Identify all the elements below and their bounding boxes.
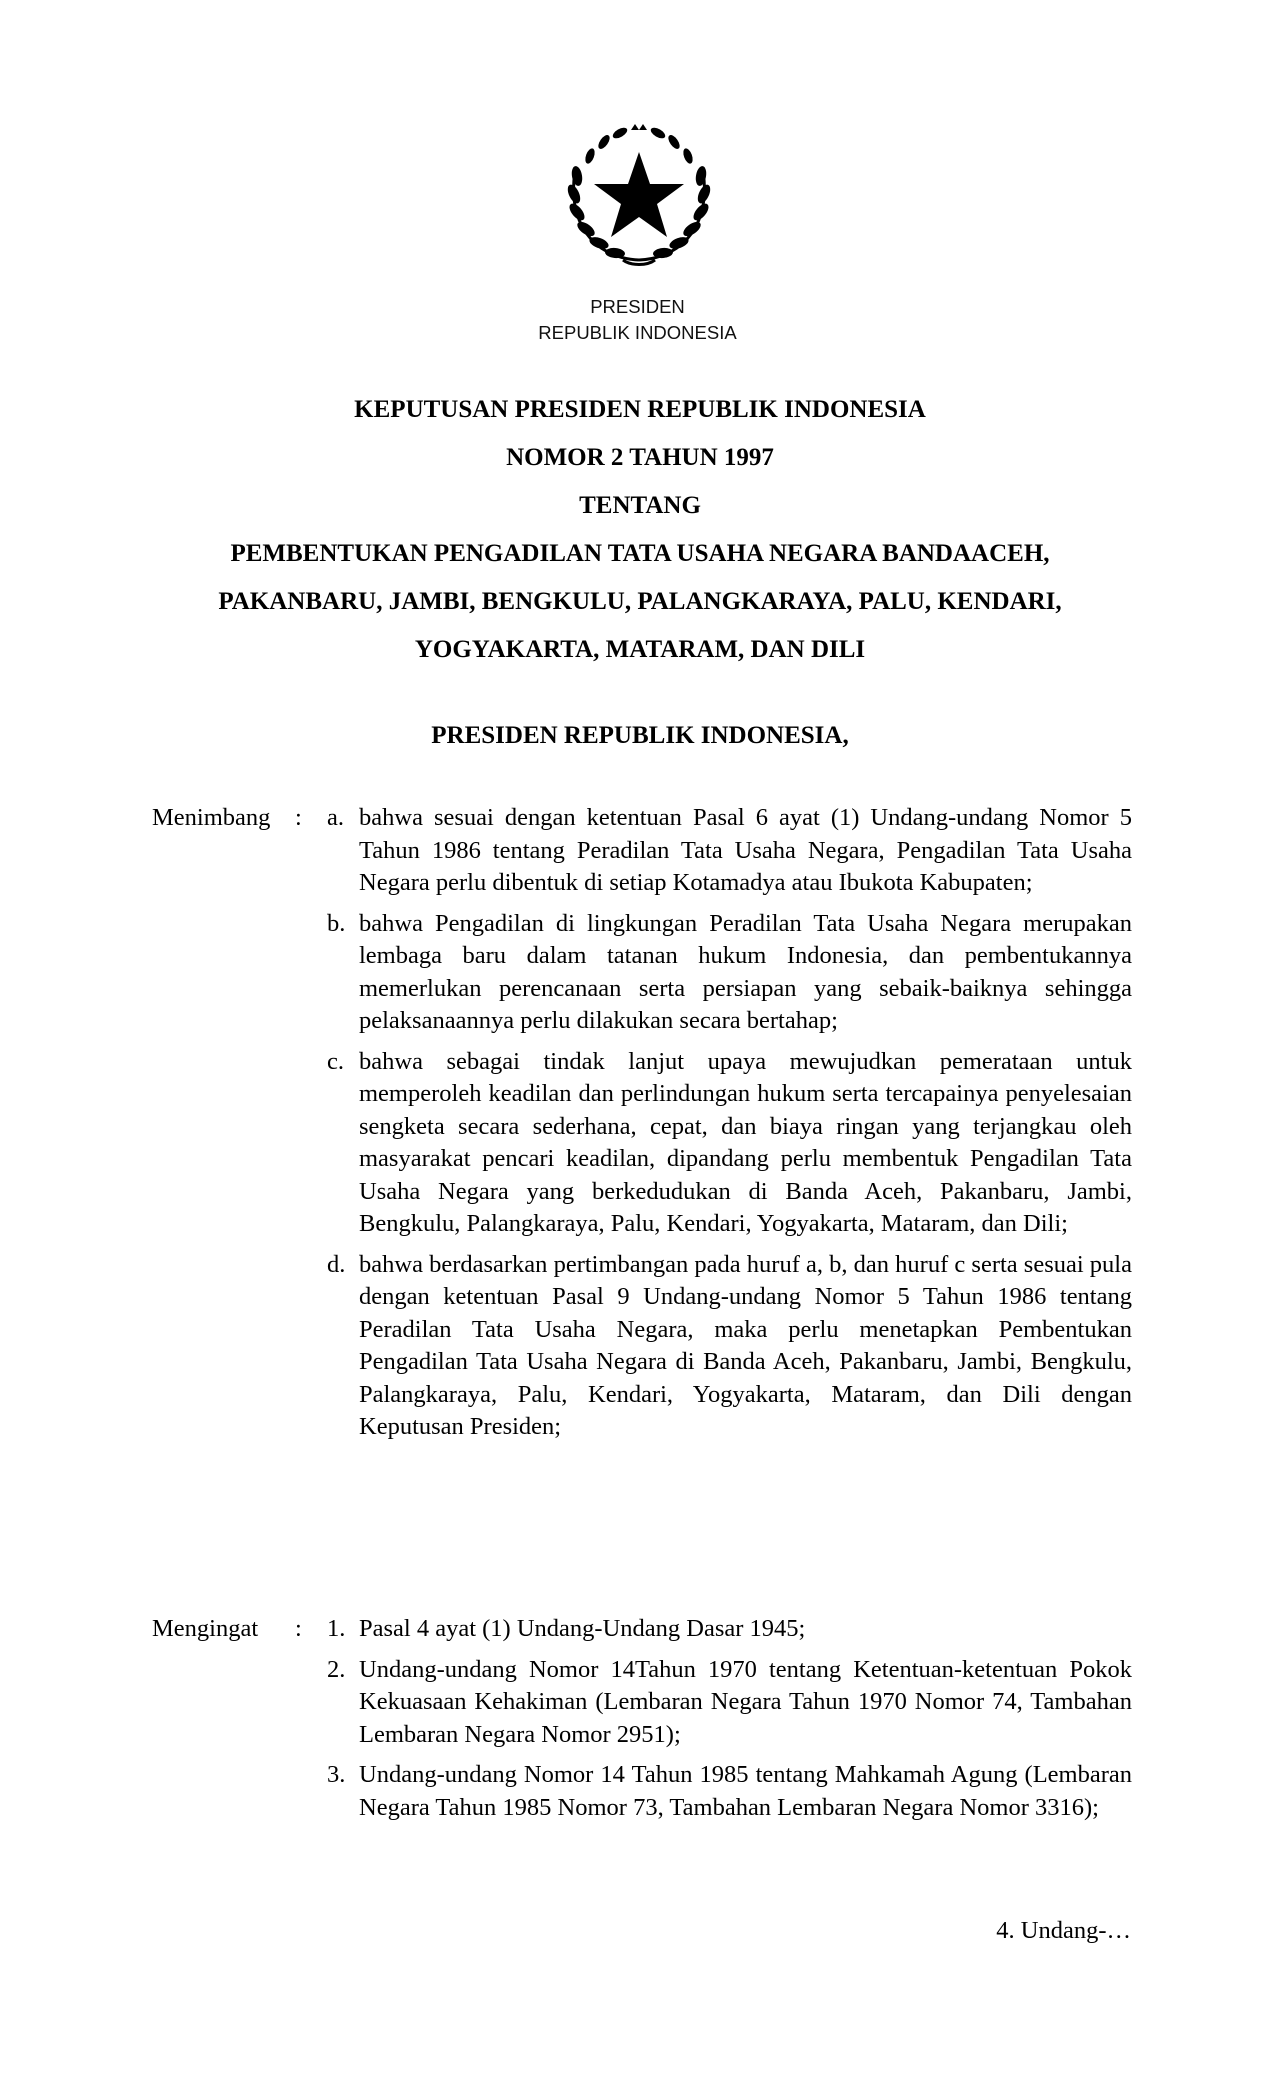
item-marker: 3. xyxy=(327,1761,346,1788)
mengingat-colon: : xyxy=(295,1615,302,1642)
item-marker: d. xyxy=(327,1250,346,1278)
item-text: Undang-undang Nomor 14Tahun 1970 tentang Ketentuan-ketentuan Pokok Kekuasaan Kehakiman (Lembaran Negara Tahun 1970 Nomor 74, Tambahan Lembaran Negara Nomor 2951); xyxy=(359,1655,1132,1748)
menimbang-label: Menimbang xyxy=(152,804,271,831)
next-page-marker: 4. Undang-… xyxy=(996,1917,1131,1944)
title-line: PEMBENTUKAN PENGADILAN TATA USAHA NEGARA BANDAACEH, xyxy=(230,540,1050,567)
mengingat-item xyxy=(327,1613,1132,1646)
menimbang-colon: : xyxy=(295,804,302,831)
item-marker: 1. xyxy=(327,1615,346,1642)
emblem-caption xyxy=(0,294,1275,346)
menimbang-section xyxy=(152,802,1132,1444)
title-line: KEPUTUSAN PRESIDEN REPUBLIK INDONESIA xyxy=(354,396,926,423)
mengingat-label: Mengingat xyxy=(152,1615,259,1642)
caption-line-republik: REPUBLIK INDONESIA xyxy=(538,322,737,343)
item-text: bahwa berdasarkan pertimbangan pada huruf a, b, dan huruf c serta sesuai pula dengan ketentuan Pasal 9 Undang-undang Nomor 5 Tahun 1986 tentang Peradilan Tata Usaha Negara, maka perlu menetapkan Pembentukan Pengadilan Tata Usaha Negara di Banda Aceh, Pakanbaru, Jambi, Bengkulu, Palangkaraya, Palu, Kendari, Yogyakarta, Mataram, dan Dili dengan Keputusan Presiden; xyxy=(359,1250,1132,1440)
mengingat-item xyxy=(327,1654,1132,1752)
title-line: YOGYAKARTA, MATARAM, DAN DILI xyxy=(414,636,866,663)
item-text: Pasal 4 ayat (1) Undang-Undang Dasar 1945; xyxy=(359,1615,806,1642)
menimbang-item xyxy=(327,908,1132,1038)
item-text: bahwa Pengadilan di lingkungan Peradilan Tata Usaha Negara merupakan lembaga baru dalam tatanan hukum Indonesia, dan pembentukannya memerlukan perencanaan serta persiapan yang sebaik-baiknya sehingga pelaksanaannya perlu dilakukan secara bertahap; xyxy=(359,909,1132,1034)
title-line: TENTANG xyxy=(579,492,701,519)
item-text: bahwa sesuai dengan ketentuan Pasal 6 ayat (1) Undang-undang Nomor 5 Tahun 1986 tentang Peradilan Tata Usaha Negara, Pengadilan Tata Usaha Negara perlu dibentuk di setiap Kotamadya atau Ibukota Kabupaten; xyxy=(359,804,1132,896)
document-title-block xyxy=(140,386,1140,674)
item-marker: 2. xyxy=(327,1655,346,1683)
menimbang-item xyxy=(327,1046,1132,1241)
menimbang-item xyxy=(327,802,1132,900)
president-heading: PRESIDEN REPUBLIK INDONESIA, xyxy=(431,722,849,749)
title-line: NOMOR 2 TAHUN 1997 xyxy=(506,444,774,471)
mengingat-section xyxy=(152,1613,1132,1824)
item-marker: a. xyxy=(327,804,344,831)
item-text: bahwa sebagai tindak lanjut upaya mewujudkan pemerataan untuk memperoleh keadilan dan perlindungan hukum serta tercapainya penyelesaian sengketa secara sederhana, cepat, dan biaya ringan yang terjangkau oleh masyarakat pencari keadilan, dipandang perlu membentuk Pengadilan Tata Usaha Negara yang berkedudukan di Banda Aceh, Pakanbaru, Jambi, Bengkulu, Palangkaraya, Palu, Kendari, Yogyakarta, Mataram, dan Dili; xyxy=(359,1047,1132,1237)
item-marker: c. xyxy=(327,1047,344,1075)
mengingat-item xyxy=(327,1759,1132,1824)
menimbang-item xyxy=(327,1249,1132,1444)
item-marker: b. xyxy=(327,909,346,937)
item-text: Undang-undang Nomor 14 Tahun 1985 tentang Mahkamah Agung (Lembaran Negara Tahun 1985 Nomor 73, Tambahan Lembaran Negara Nomor 3316); xyxy=(359,1761,1132,1821)
caption-line-presiden: PRESIDEN xyxy=(590,296,685,317)
garuda-star-emblem-icon xyxy=(557,110,721,274)
title-line: PAKANBARU, JAMBI, BENGKULU, PALANGKARAYA, PALU, KENDARI, xyxy=(218,588,1062,615)
